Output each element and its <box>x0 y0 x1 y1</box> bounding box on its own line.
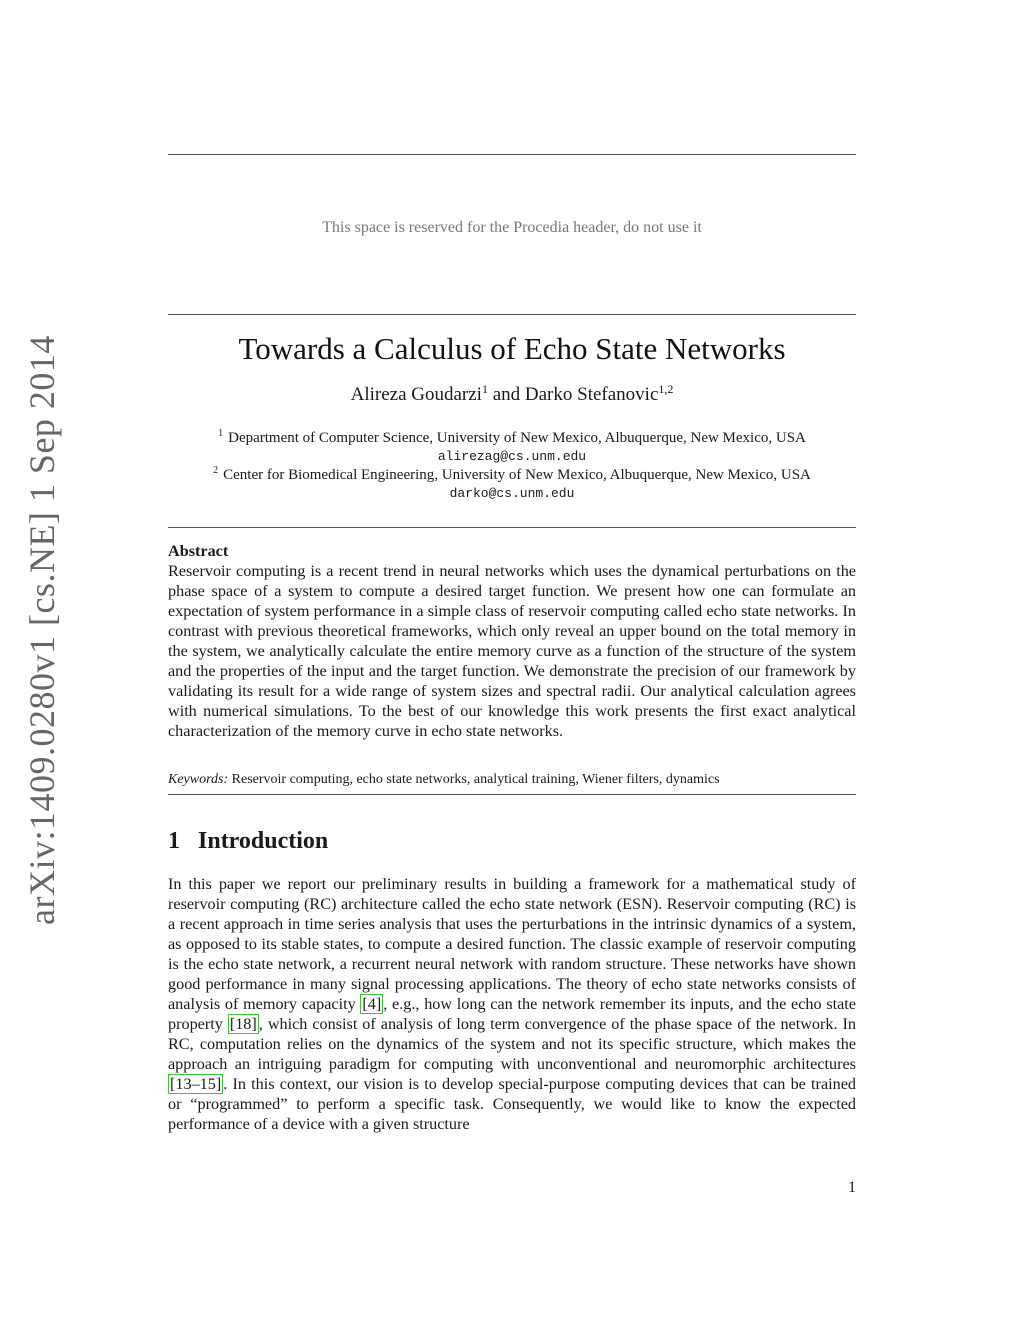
abstract-block <box>168 541 856 741</box>
intro-text-segment: , e.g., how long can the network remember its inputs, and the echo state property <box>168 995 856 1033</box>
section-title: Introduction <box>198 828 329 854</box>
header-rule-top <box>168 154 856 155</box>
introduction-paragraph <box>168 874 856 1134</box>
keywords-label: Keywords: <box>168 772 229 787</box>
author-line <box>168 382 856 406</box>
keywords-text: Reservoir computing, echo state networks, analytical training, Wiener filters, dynamics <box>231 772 720 787</box>
intro-text-segment: In this paper we report our preliminary results in building a framework for a mathematical study of reservoir computing (RC) architecture called the echo state network (ESN). Reservoir computing (RC) is a recent approach in time series analysis that uses the perturbations in the intrinsic dynamics of a system, as opposed to its stable states, to compute a desired function. The classic example of reservoir computing is the echo state network, a recurrent neural network with random structure. These networks have shown good performance in many signal processing applications. The theory of echo state networks consists of analysis of memory capacity <box>168 875 856 1013</box>
affiliation-2 <box>168 462 856 503</box>
abstract-rule-top <box>168 527 856 528</box>
author-name: Alireza Goudarzi <box>350 384 482 405</box>
affiliation-text: Department of Computer Science, University of New Mexico, Albuquerque, New Mexico, USA <box>228 430 806 446</box>
author-email[interactable]: alirezag@cs.unm.edu <box>437 449 587 464</box>
affiliation-mark: 2 <box>213 465 219 476</box>
citation-link[interactable]: [13–15] <box>170 1075 222 1093</box>
paper-title: Towards a Calculus of Echo State Networks <box>238 331 786 366</box>
section-heading <box>168 828 328 855</box>
intro-text-segment: , which consist of analysis of long term convergence of the phase space of the network. In RC, computation relies on the dynamics of the system and not its specific structure, which makes the approach an intriguing paradigm for computing with unconventional and neuromorphic architectures <box>168 1015 856 1073</box>
author-affiliation-mark: 1,2 <box>658 382 674 396</box>
abstract-heading: Abstract <box>168 542 229 560</box>
page-number: 1 <box>848 1179 856 1196</box>
citation-link[interactable]: [18] <box>229 1015 257 1033</box>
author-email[interactable]: darko@cs.unm.edu <box>449 486 575 501</box>
section-number: 1 <box>168 828 180 854</box>
affiliation-text: Center for Biomedical Engineering, University of New Mexico, Albuquerque, New Mexico, USA <box>223 467 811 483</box>
affiliation-mark: 1 <box>218 428 224 439</box>
author-name: Darko Stefanovic <box>524 384 659 405</box>
abstract-rule-bottom <box>168 794 856 795</box>
reserved-header-text: This space is reserved for the Procedia header, do not use it <box>322 219 702 236</box>
citation-link[interactable]: [4] <box>362 995 382 1013</box>
author-joiner: and <box>492 384 521 405</box>
keywords-line <box>168 771 856 789</box>
abstract-text: Reservoir computing is a recent trend in neural networks which uses the dynamical perturbations on the phase space of a system to compute a desired target function. We present how one can formulate an expectation of system performance in a simple class of reservoir computing called echo state networks. In contrast with previous theoretical frameworks, which only reveal an upper bound on the total memory in the system, we analytically calculate the entire memory curve as a function of the structure of the system and the properties of the input and the target function. We demonstrate the precision of our framework by validating its result for a wide range of system sizes and spectral radii. Our analytical calculation agrees with numerical simulations. To the best of our knowledge this work presents the first exact analytical characterization of the memory curve in echo state networks. <box>168 562 856 740</box>
arxiv-stamp: arXiv:1409.0280v1 [cs.NE] 1 Sep 2014 <box>22 335 62 925</box>
author-affiliation-mark: 1 <box>481 382 488 396</box>
header-rule-bottom <box>168 314 856 315</box>
intro-text-segment: . In this context, our vision is to develop special-purpose computing devices that can be trained or “programmed” to perform a specific task. Consequently, we would like to know the expected performance of a device with a given structure <box>168 1075 856 1133</box>
affiliation-1 <box>168 425 856 466</box>
